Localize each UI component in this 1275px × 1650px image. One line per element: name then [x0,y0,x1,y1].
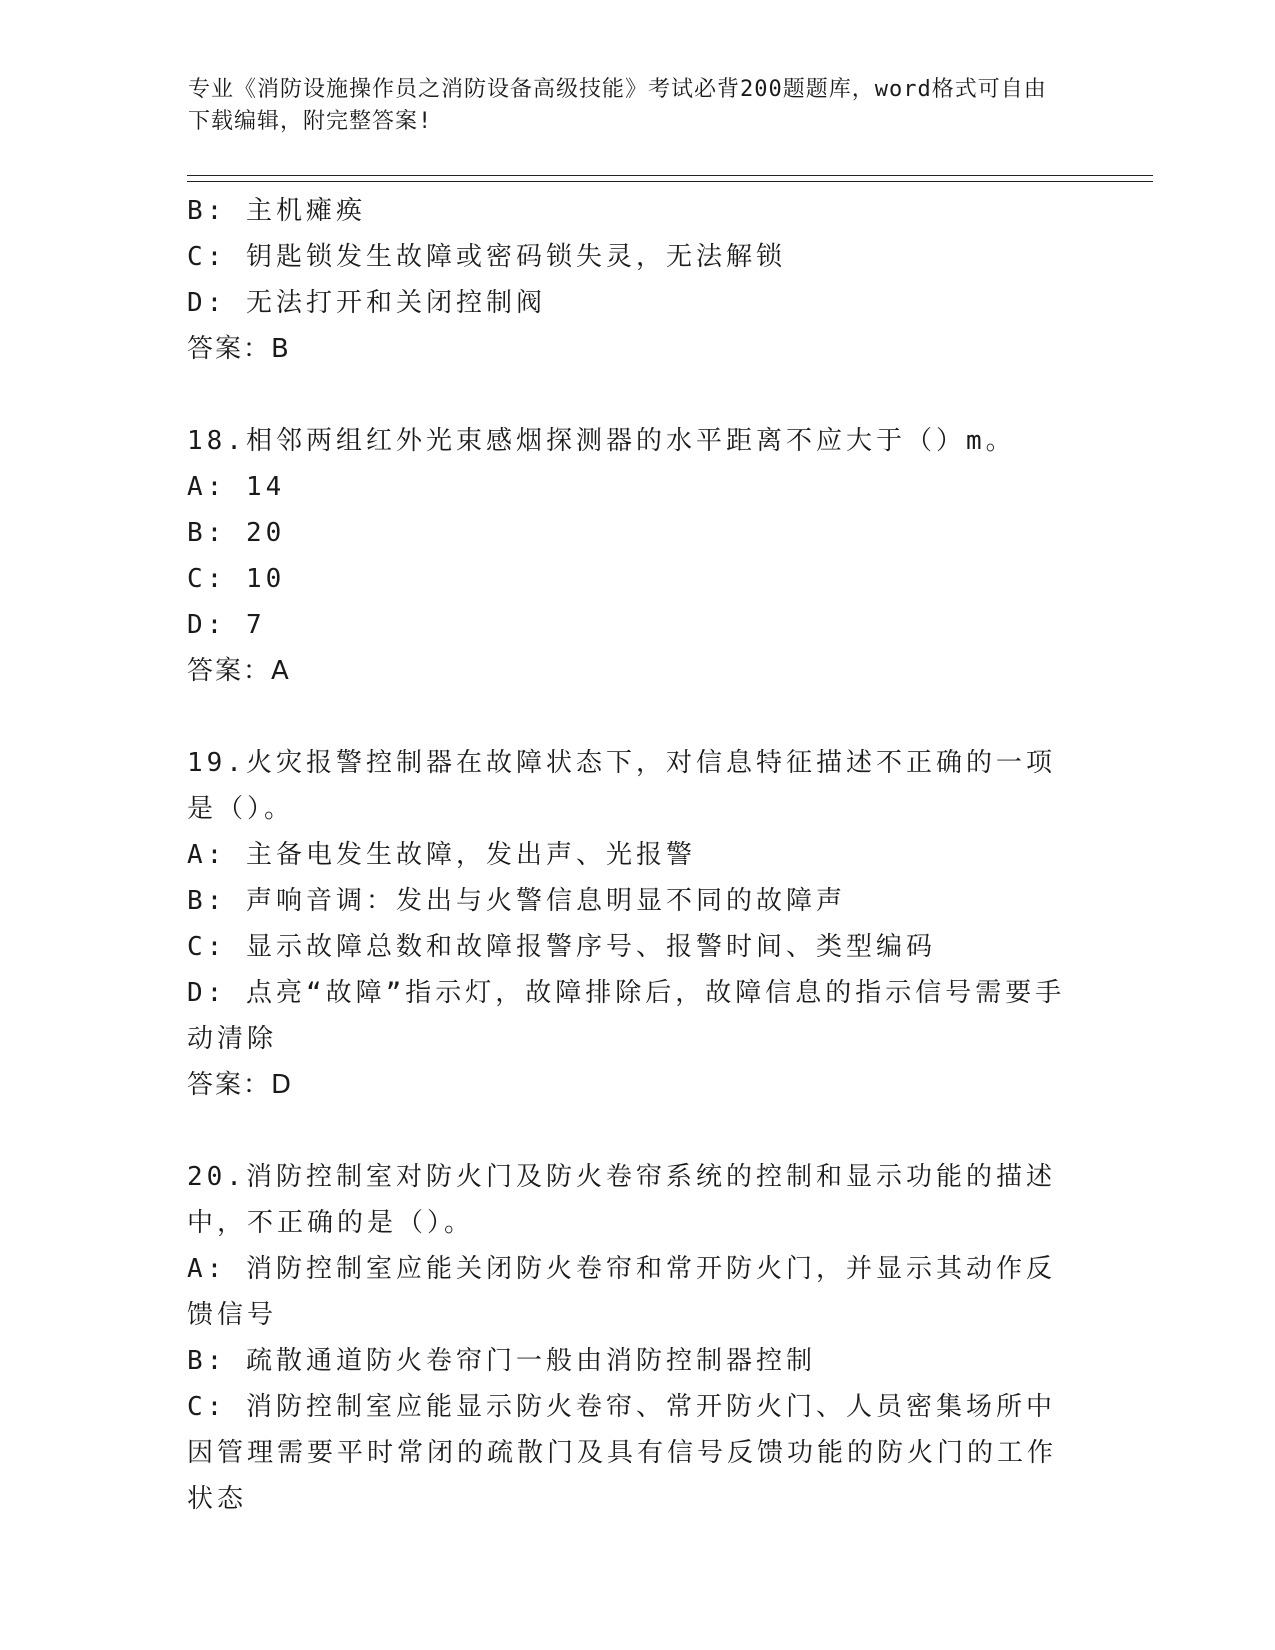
q20-option-a: A: 消防控制室应能关闭防火卷帘和常开防火门，并显示其动作反馈信号 [187,1254,1056,1330]
q19-question: 19.火灾报警控制器在故障状态下，对信息特征描述不正确的一项是（）。 [187,748,1056,824]
spacer [187,1108,1067,1154]
q17-answer: 答案：B [187,334,291,364]
q19-answer: 答案：D [187,1070,294,1100]
q18-option-c: C: 10 [187,564,286,594]
spacer [187,372,1067,418]
header-rule-top [187,175,1153,176]
document-body [187,188,1067,1522]
question-20-block [187,1154,1067,1522]
q19-option-a: A: 主备电发生故障，发出声、光报警 [187,840,696,870]
q19-option-d: D: 点亮“故障”指示灯，故障排除后，故障信息的指示信号需要手动清除 [187,978,1066,1054]
question-19-block [187,740,1067,1108]
q18-option-b: B: 20 [187,518,286,548]
q18-question: 18.相邻两组红外光束感烟探测器的水平距离不应大于（）m。 [187,426,1016,456]
question-17-block [187,188,1067,372]
q18-option-d: D: 7 [187,610,266,640]
q20-option-c: C: 消防控制室应能显示防火卷帘、常开防火门、人员密集场所中因管理需要平时常闭的疏散门及具有信号反馈功能的防火门的工作状态 [187,1392,1058,1514]
q18-answer: 答案：A [187,656,291,686]
q19-option-c: C: 显示故障总数和故障报警序号、报警时间、类型编码 [187,932,936,962]
header-text: 专业《消防设施操作员之消防设备高级技能》考试必背200题题库，word格式可自由下载编辑，附完整答案! [188,77,1047,134]
document-header [188,74,1068,138]
q19-option-b: B: 声响音调：发出与火警信息明显不同的故障声 [187,886,846,916]
q17-option-d: D: 无法打开和关闭控制阀 [187,288,546,318]
q17-option-b: B: 主机瘫痪 [187,196,366,226]
q17-option-c: C: 钥匙锁发生故障或密码锁失灵，无法解锁 [187,242,786,272]
q20-question: 20.消防控制室对防火门及防火卷帘系统的控制和显示功能的描述中，不正确的是（）。 [187,1162,1056,1238]
q18-option-a: A: 14 [187,472,286,502]
question-18-block [187,418,1067,694]
q20-option-b: B: 疏散通道防火卷帘门一般由消防控制器控制 [187,1346,816,1376]
header-rule-bottom [187,181,1153,182]
spacer [187,694,1067,740]
